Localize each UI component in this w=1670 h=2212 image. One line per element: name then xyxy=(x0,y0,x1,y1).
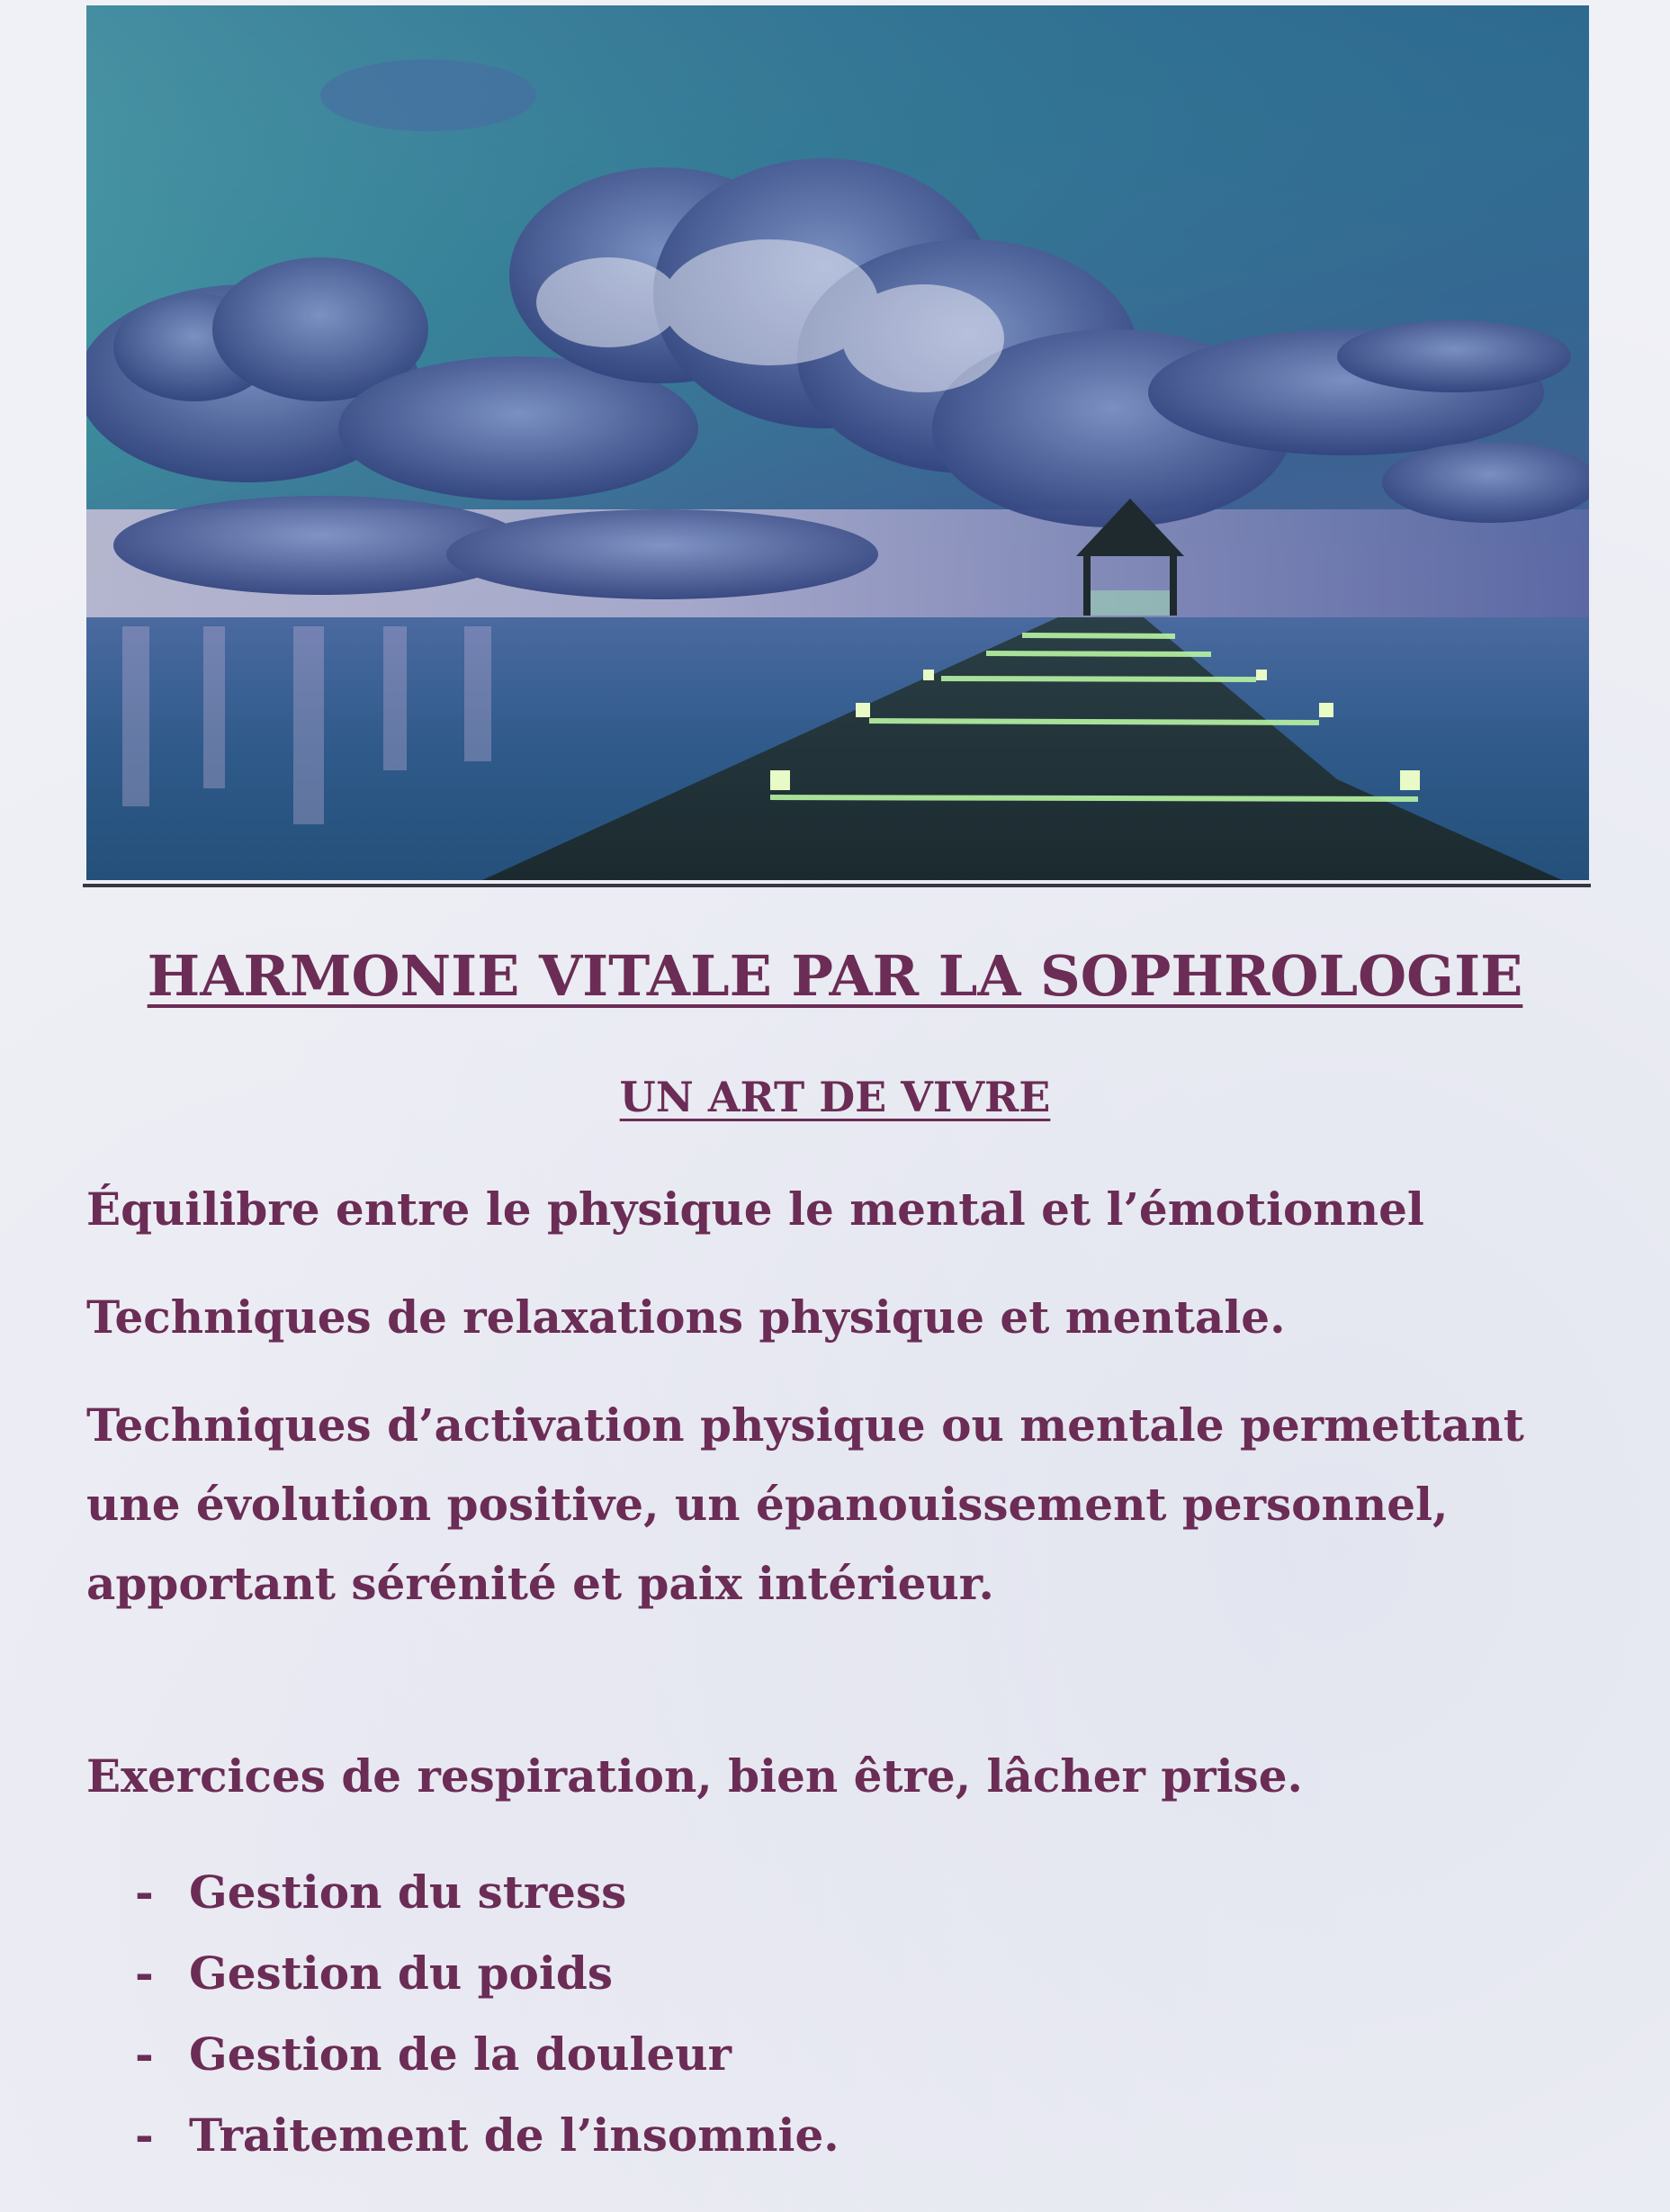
list-item xyxy=(135,2095,839,2176)
list-marker: - xyxy=(135,2028,154,2081)
list-marker: - xyxy=(135,1947,154,2000)
list-marker: - xyxy=(135,2109,154,2162)
flyer-title: HARMONIE VITALE PAR LA SOPHROLOGIE xyxy=(147,943,1523,1009)
list-item xyxy=(135,1852,839,1933)
list-item-label: Gestion du poids xyxy=(189,1947,613,2000)
list-item-label: Gestion du stress xyxy=(189,1866,627,1919)
list-marker: - xyxy=(135,1866,154,1919)
paragraph-activation: Techniques d’activation physique ou mentale permettant une évolution positive, un épanouissement personnel, apportant sérénité et paix intérieur. xyxy=(86,1398,1524,1610)
list-item xyxy=(135,2014,839,2095)
paragraph-exercises: Exercices de respiration, bien être, lâcher prise. xyxy=(86,1749,1303,1803)
list-item xyxy=(135,1933,839,2014)
paragraph-relaxation: Techniques de relaxations physique et mentale. xyxy=(86,1290,1286,1344)
photo-divider xyxy=(83,884,1591,887)
paragraph-balance: Équilibre entre le physique le mental et l’émotionnel xyxy=(86,1182,1424,1236)
list-item-label: Gestion de la douleur xyxy=(189,2028,732,2081)
services-list xyxy=(135,1852,839,2176)
flyer-subtitle: UN ART DE VIVRE xyxy=(619,1073,1051,1121)
pier-photo xyxy=(86,5,1589,880)
list-item-label: Traitement de l’insomnie. xyxy=(189,2109,839,2162)
